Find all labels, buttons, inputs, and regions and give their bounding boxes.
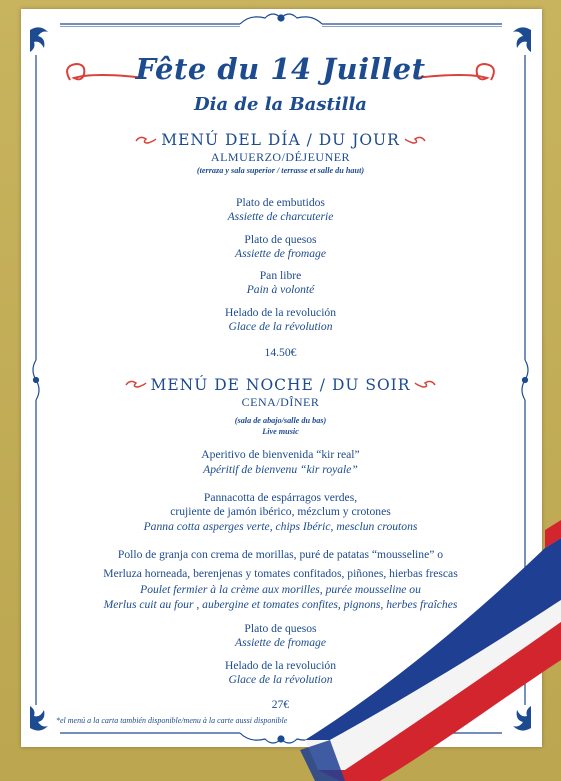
starter-es-line2: crujiente de jamón ibérico, mézclum y crotones [170, 505, 391, 518]
lunch-item-es: Pan libre [259, 269, 302, 282]
main-fr-line2: Merlus cuit au four , aubergine et tomates confites, pignons, herbes fraîches [103, 598, 458, 611]
starter-es-line1: Pannacotta de espárragos verdes, [203, 491, 358, 504]
lunch-item-fr: Assiette de fromage [234, 247, 326, 260]
aperitif-fr: Apéritif de bienvenu “kir royale” [203, 463, 358, 476]
lunch-item-fr: Pain à volonté [246, 283, 315, 296]
lunch-item-es: Plato de quesos [244, 233, 317, 246]
starter-fr: Panna cotta asperges verte, chips Ibéric, mesclun croutons [143, 520, 418, 533]
lunch-item-es: Plato de embutidos [236, 196, 325, 209]
dinner-subheading: CENA/DÎNER [241, 395, 320, 409]
aperitif-es: Aperitivo de bienvenida “kir real” [201, 448, 360, 461]
dinner-dessert-es: Helado de la revolución [224, 659, 337, 672]
lunch-heading: MENÚ DEL DÍA / DU JOUR [161, 131, 400, 149]
dinner-heading: MENÚ DE NOCHE / DU SOIR [150, 376, 411, 394]
event-title: Fête du 14 Juillet [135, 52, 426, 86]
lunch-location: (terraza y sala superior / terrasse et salle du haut) [196, 166, 365, 175]
dinner-cheese-fr: Assiette de fromage [234, 636, 326, 649]
footnote: *el menú a la carta también disponible/menu à la carte aussi disponible [56, 716, 288, 725]
dinner-dessert-fr: Glace de la révolution [228, 673, 333, 686]
event-subtitle: Dia de la Bastilla [194, 94, 367, 115]
main-es-line1: Pollo de granja con crema de morillas, puré de patatas “mousseline” o [117, 548, 444, 561]
dinner-music: Live music [262, 427, 299, 436]
dinner-price: 27€ [271, 698, 290, 711]
lunch-item-fr: Assiette de charcuterie [227, 210, 334, 223]
lunch-price: 14.50€ [264, 346, 297, 359]
dinner-location: (sala de abajo/salle du bas) [234, 416, 327, 425]
lunch-item-fr: Glace de la révolution [228, 320, 333, 333]
dinner-cheese-es: Plato de quesos [244, 622, 317, 635]
main-es-line2: Merluza horneada, berenjenas y tomates confitados, piñones, hierbas frescas [103, 567, 458, 580]
main-fr-line1: Poulet fermier à la crème aux morilles, purée mousseline ou [140, 583, 421, 596]
lunch-subheading: ALMUERZO/DÉJEUNER [210, 150, 351, 164]
lunch-item-es: Helado de la revolución [224, 306, 337, 319]
